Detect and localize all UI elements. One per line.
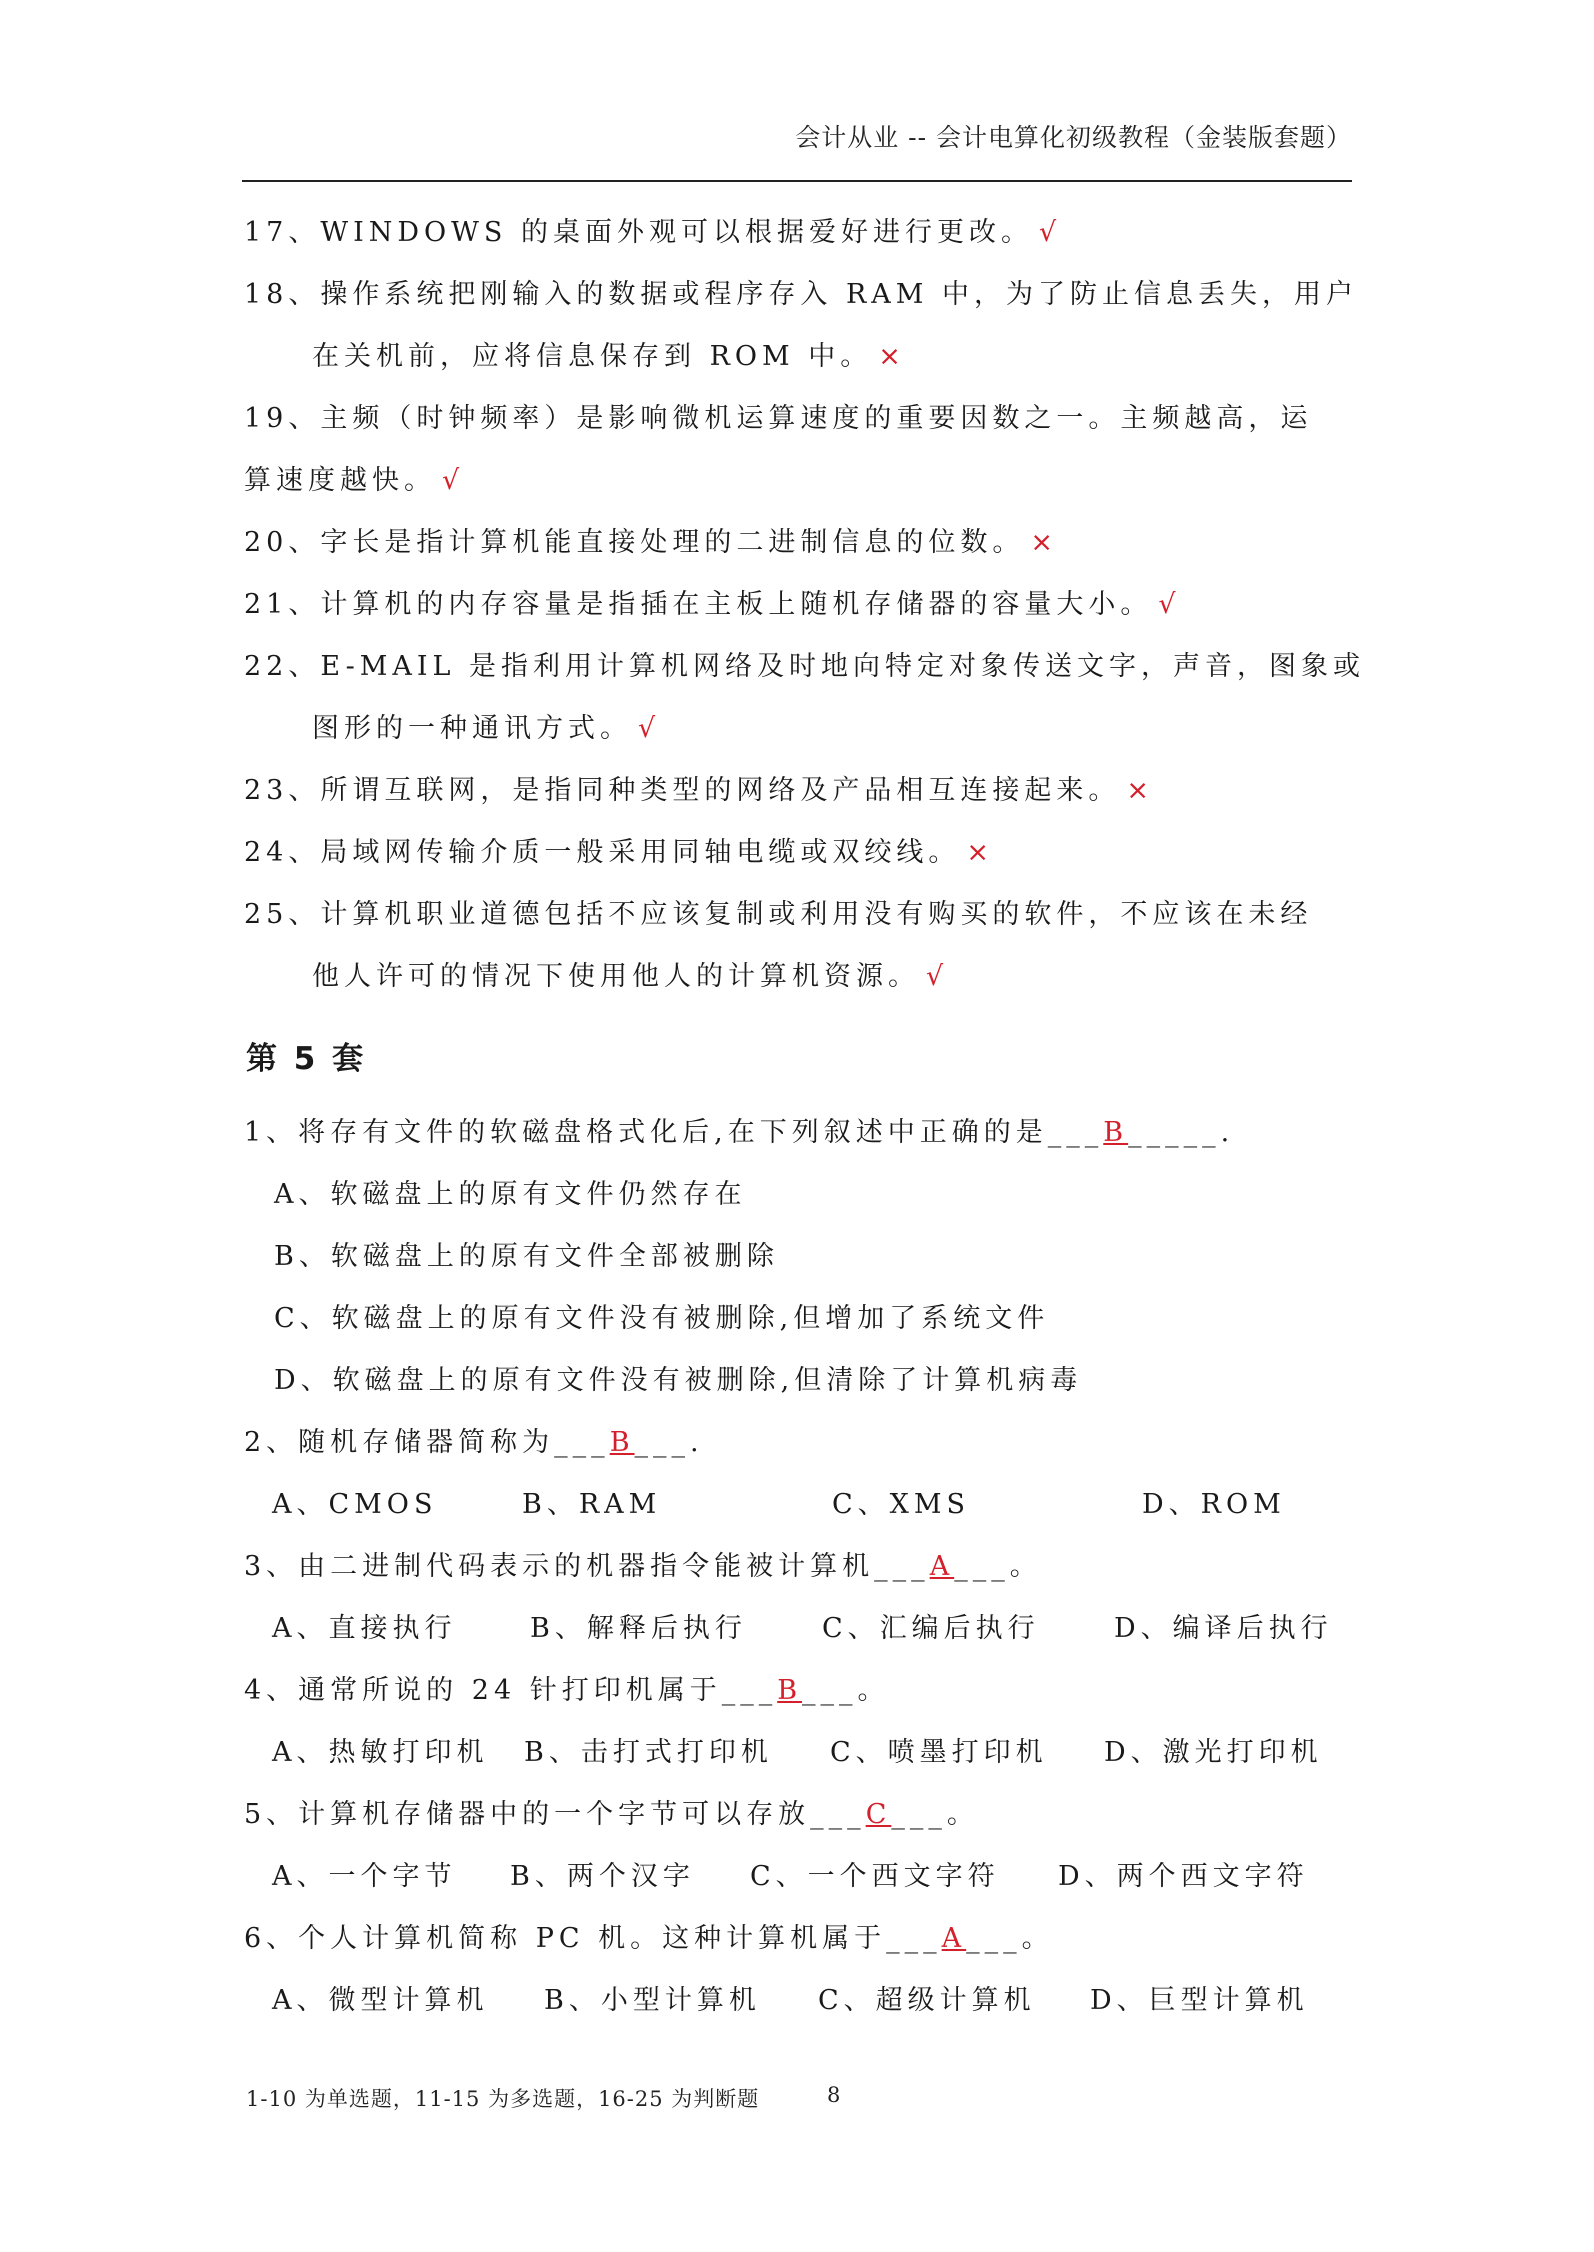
question-6-option-b: B、小型计算机 [544, 1985, 761, 2016]
judgement-item-18-line-1: 18、操作系统把刚输入的数据或程序存入 RAM 中，为了防止信息丢失，用户 [244, 279, 1358, 310]
question-4-option-c: C、喷墨打印机 [830, 1737, 1048, 1768]
question-3-option-b: B、解释后执行 [530, 1613, 747, 1644]
footer-note: 1-10 为单选题，11-15 为多选题，16-25 为判断题 [246, 2087, 760, 2111]
judgement-item-19-line-2: 算速度越快。 √ [244, 465, 460, 496]
judgement-item-25-line-2: 他人许可的情况下使用他人的计算机资源。 √ [312, 961, 944, 992]
page-header-title: 会计从业 -- 会计电算化初级教程（金装版套题） [795, 123, 1352, 152]
header-rule [242, 180, 1352, 182]
judgement-item-17: 17、WINDOWS 的桌面外观可以根据爱好进行更改。 √ [244, 217, 1057, 248]
answer-mark: C [865, 1799, 892, 1830]
question-2-option-a: A、CMOS [272, 1489, 438, 1520]
question-1-option-d: D、软磁盘上的原有文件没有被删除,但清除了计算机病毒 [274, 1365, 1083, 1396]
question-6-option-c: C、超级计算机 [818, 1985, 1036, 2016]
section-title: 第 5 套 [246, 1041, 367, 1077]
question-6-stem: 6、个人计算机简称 PC 机。这种计算机属于___A___。 [244, 1923, 1054, 1954]
question-2-option-b: B、RAM [522, 1489, 662, 1520]
check-mark-icon: √ [442, 465, 460, 496]
judgement-item-22-line-2: 图形的一种通讯方式。 √ [312, 713, 656, 744]
question-5-option-b: B、两个汉字 [510, 1861, 695, 1892]
question-6-option-a: A、微型计算机 [272, 1985, 489, 2016]
question-3-option-c: C、汇编后执行 [822, 1613, 1040, 1644]
question-4-option-d: D、激光打印机 [1104, 1737, 1323, 1768]
question-5-stem: 5、计算机存储器中的一个字节可以存放___C___。 [244, 1799, 979, 1830]
judgement-item-21: 21、计算机的内存容量是指插在主板上随机存储器的容量大小。 √ [244, 589, 1176, 620]
question-1-stem: 1、将存有文件的软磁盘格式化后,在下列叙述中正确的是___B_____. [244, 1117, 1235, 1148]
question-3-option-a: A、直接执行 [272, 1613, 457, 1644]
answer-mark: A [929, 1551, 955, 1582]
question-5-option-a: A、一个字节 [272, 1861, 457, 1892]
question-3-stem: 3、由二进制代码表示的机器指令能被计算机___A___。 [244, 1551, 1042, 1582]
question-3-option-d: D、编译后执行 [1114, 1613, 1333, 1644]
page-number: 8 [827, 2083, 841, 2107]
question-5-option-d: D、两个西文字符 [1058, 1861, 1309, 1892]
judgement-item-22-line-1: 22、E-MAIL 是指利用计算机网络及时地向特定对象传送文字，声音，图象或 [244, 651, 1366, 682]
answer-mark: B [777, 1675, 803, 1706]
question-1-option-a: A、软磁盘上的原有文件仍然存在 [274, 1179, 747, 1210]
question-5-option-c: C、一个西文字符 [750, 1861, 1000, 1892]
question-1-option-c: C、软磁盘上的原有文件没有被删除,但增加了系统文件 [274, 1303, 1050, 1334]
question-2-stem: 2、随机存储器简称为___B___. [244, 1427, 704, 1458]
answer-mark: A [941, 1923, 967, 1954]
judgement-item-18-line-2: 在关机前，应将信息保存到 ROM 中。 × [312, 341, 901, 372]
answer-mark: B [1103, 1117, 1129, 1148]
judgement-item-24: 24、局域网传输介质一般采用同轴电缆或双绞线。 × [244, 837, 989, 868]
question-4-option-a: A、热敏打印机 [272, 1737, 489, 1768]
cross-mark-icon: × [1126, 775, 1149, 806]
judgement-item-23: 23、所谓互联网，是指同种类型的网络及产品相互连接起来。 × [244, 775, 1149, 806]
question-4-stem: 4、通常所说的 24 针打印机属于___B___。 [244, 1675, 890, 1706]
question-4-option-b: B、击打式打印机 [524, 1737, 773, 1768]
judgement-item-20: 20、字长是指计算机能直接处理的二进制信息的位数。 × [244, 527, 1053, 558]
question-6-option-d: D、巨型计算机 [1090, 1985, 1309, 2016]
cross-mark-icon: × [878, 341, 901, 372]
answer-mark: B [609, 1427, 635, 1458]
check-mark-icon: √ [1158, 589, 1176, 620]
cross-mark-icon: × [966, 837, 989, 868]
question-2-option-d: D、ROM [1142, 1489, 1286, 1520]
judgement-item-25-line-1: 25、计算机职业道德包括不应该复制或利用没有购买的软件，不应该在未经 [244, 899, 1313, 930]
check-mark-icon: √ [926, 961, 944, 992]
cross-mark-icon: × [1030, 527, 1053, 558]
question-2-option-c: C、XMS [832, 1489, 971, 1520]
check-mark-icon: √ [1039, 217, 1057, 248]
question-1-option-b: B、软磁盘上的原有文件全部被删除 [274, 1241, 779, 1272]
judgement-item-19-line-1: 19、主频（时钟频率）是影响微机运算速度的重要因数之一。主频越高，运 [244, 403, 1313, 434]
check-mark-icon: √ [638, 713, 656, 744]
